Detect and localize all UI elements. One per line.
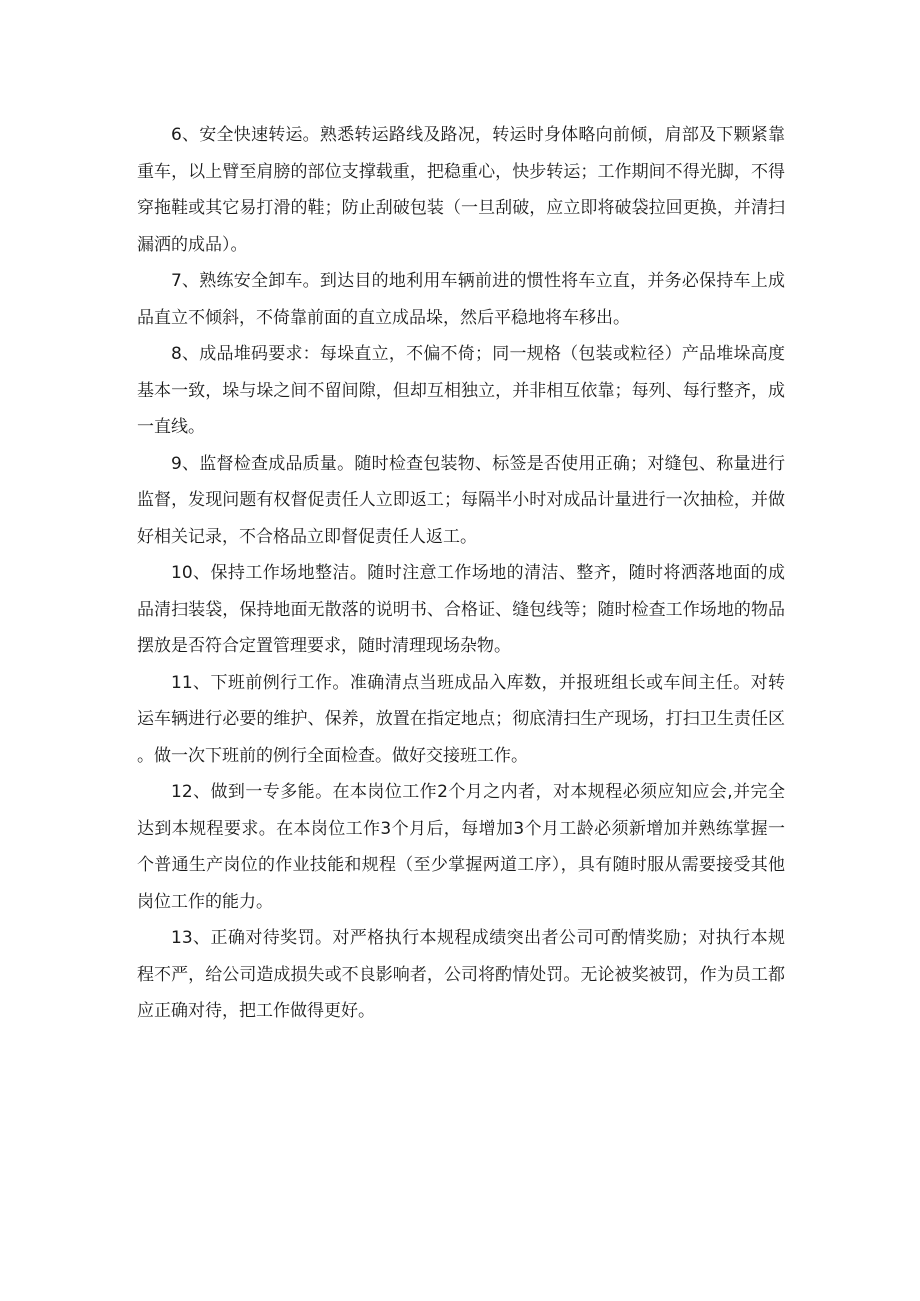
paragraph-item-7: 7、熟练安全卸车。到达目的地利用车辆前进的惯性将车立直，并务必保持车上成品直立不倾斜，不倚靠前面的直立成品垛，然后平稳地将车移出。 (137, 271, 785, 328)
document-body (137, 117, 785, 1030)
paragraph-item-12: 12、做到一专多能。在本岗位工作2个月之内者，对本规程必须应知应会,并完全达到本规程要求。在本岗位工作3个月后，每增加3个月工龄必须新增加并熟练掌握一个普通生产岗位的作业技能和规程（至少掌握两道工序），具有随时服从需要接受其他岗位工作的能力。 (137, 782, 785, 912)
paragraph-item-6: 6、安全快速转运。熟悉转运路线及路况，转运时身体略向前倾，肩部及下颗紧靠重车，以上臂至肩膀的部位支撑载重，把稳重心，快步转运；工作期间不得光脚，不得穿拖鞋或其它易打滑的鞋；防止刮破包装（一旦刮破，应立即将破袋拉回更换，并清扫漏洒的成品）。 (137, 125, 785, 255)
paragraph-item-8: 8、成品堆码要求：每垛直立，不偏不倚；同一规格（包装或粒径）产品堆垛高度基本一致，垛与垛之间不留间隙，但却互相独立，并非相互依靠；每列、每行整齐，成一直线。 (137, 344, 785, 437)
paragraph-item-13: 13、正确对待奖罚。对严格执行本规程成绩突出者公司可酌情奖励；对执行本规程不严，给公司造成损失或不良影响者，公司将酌情处罚。无论被奖被罚，作为员工都应正确对待，把工作做得更好。 (137, 928, 785, 1021)
paragraph-item-11: 11、下班前例行工作。准确清点当班成品入库数，并报班组长或车间主任。对转运车辆进行必要的维护、保养，放置在指定地点；彻底清扫生产现场，打扫卫生责任区。做一次下班前的例行全面检查。做好交接班工作。 (137, 672, 785, 766)
paragraph-item-9: 9、监督检查成品质量。随时检查包装物、标签是否使用正确；对缝包、称量进行监督，发现问题有权督促责任人立即返工；每隔半小时对成品计量进行一次抽检，并做好相关记录，不合格品立即督促责任人返工。 (137, 453, 785, 547)
paragraph-item-10: 10、保持工作场地整洁。随时注意工作场地的清洁、整齐，随时将洒落地面的成品清扫装袋，保持地面无散落的说明书、合格证、缝包线等；随时检查工作场地的物品摆放是否符合定置管理要求，随时清理现场杂物。 (137, 563, 785, 656)
